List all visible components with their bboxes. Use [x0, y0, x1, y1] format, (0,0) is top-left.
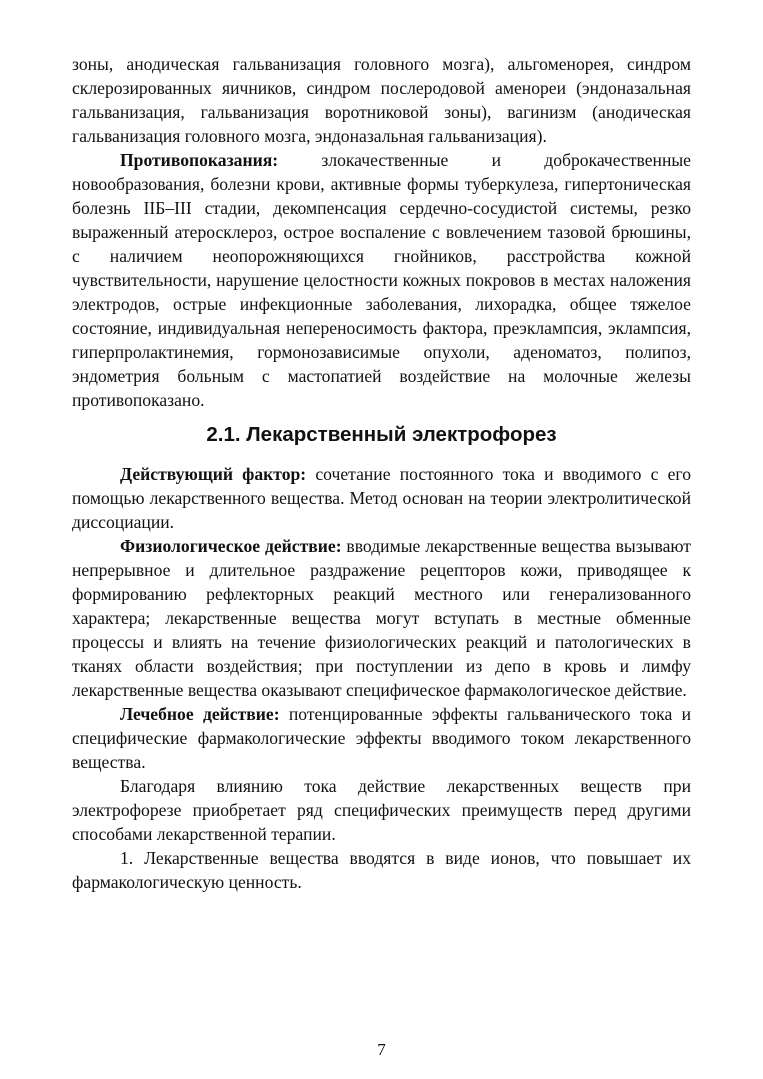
paragraph-continuation [72, 52, 691, 148]
paragraph-text: Благодаря влиянию тока действие лекарственных веществ при электрофорезе приобретает ряд специфических преимуществ перед другими способами лекарственной терапии. [72, 776, 691, 844]
paragraph-advantages-intro [72, 774, 691, 846]
paragraph-lead: Противопоказания: [120, 150, 279, 170]
paragraph-lead: Лечебное действие: [120, 704, 280, 724]
paragraph-contraindications [72, 148, 691, 412]
paragraph-text: потенцированные эффекты гальванического тока и специфические фармакологические эффекты вводимого током лекарственного вещества. [72, 704, 691, 772]
page-content [72, 52, 691, 894]
section-heading: 2.1. Лекарственный электрофорез [206, 423, 557, 446]
paragraph-text: сочетание постоянного тока и вводимого с его помощью лекарственного вещества. Метод основан на теории электролитической диссоциации. [72, 464, 692, 532]
paragraph-text: 1. Лекарственные вещества вводятся в виде ионов, что повышает их фармакологическую ценность. [72, 848, 691, 892]
paragraph-text: вводимые лекарственные вещества вызывают непрерывное и длительное раздражение рецепторов кожи, приводящее к формированию рефлекторных реакций местного или генерализованного характера; лекарственные вещества могут вступать в местные обменные процессы и влиять на течение физиологических реакций и патологических в тканях области воздействия; при поступлении из депо в кровь и лимфу лекарственные вещества оказывают специфическое фармакологическое действие. [72, 536, 691, 700]
paragraph-text: зоны, анодическая гальванизация головного мозга), альгоменорея, синдром склерозированных яичников, синдром послеродовой аменореи (эндоназальная гальванизация, гальванизация воротниковой зоны), вагинизм (анодическая гальванизация головного мозга, эндоназальная гальванизация). [72, 54, 691, 146]
paragraph-physiological-action [72, 534, 691, 702]
paragraph-lead: Физиологическое действие: [120, 536, 342, 556]
paragraph-advantage-1 [72, 846, 691, 894]
paragraph-text: злокачественные и доброкачественные новообразования, болезни крови, активные формы туберкулеза, гипертоническая болезнь IIБ–III стадии, декомпенсация сердечно-сосудистой системы, резко выраженный атеросклероз, острое воспаление с вовлечением тазовой брюшины, с наличием неопорожняющихся гнойников, расстройства кожной чувствительности, нарушение целостности кожных покровов в местах наложения электродов, острые инфекционные заболевания, лихорадка, общее тяжелое состояние, индивидуальная непереносимость фактора, преэклампсия, эклампсия, гиперпролактинемия, гормонозависимые опухоли, аденоматоз, полипоз, эндометрия больным с мастопатией воздействие на молочные железы противопоказано. [72, 150, 691, 410]
page-number: 7 [377, 1040, 386, 1059]
paragraph-acting-factor [72, 462, 691, 534]
paragraph-therapeutic-action [72, 702, 691, 774]
paragraph-lead: Действующий фактор: [120, 464, 307, 484]
